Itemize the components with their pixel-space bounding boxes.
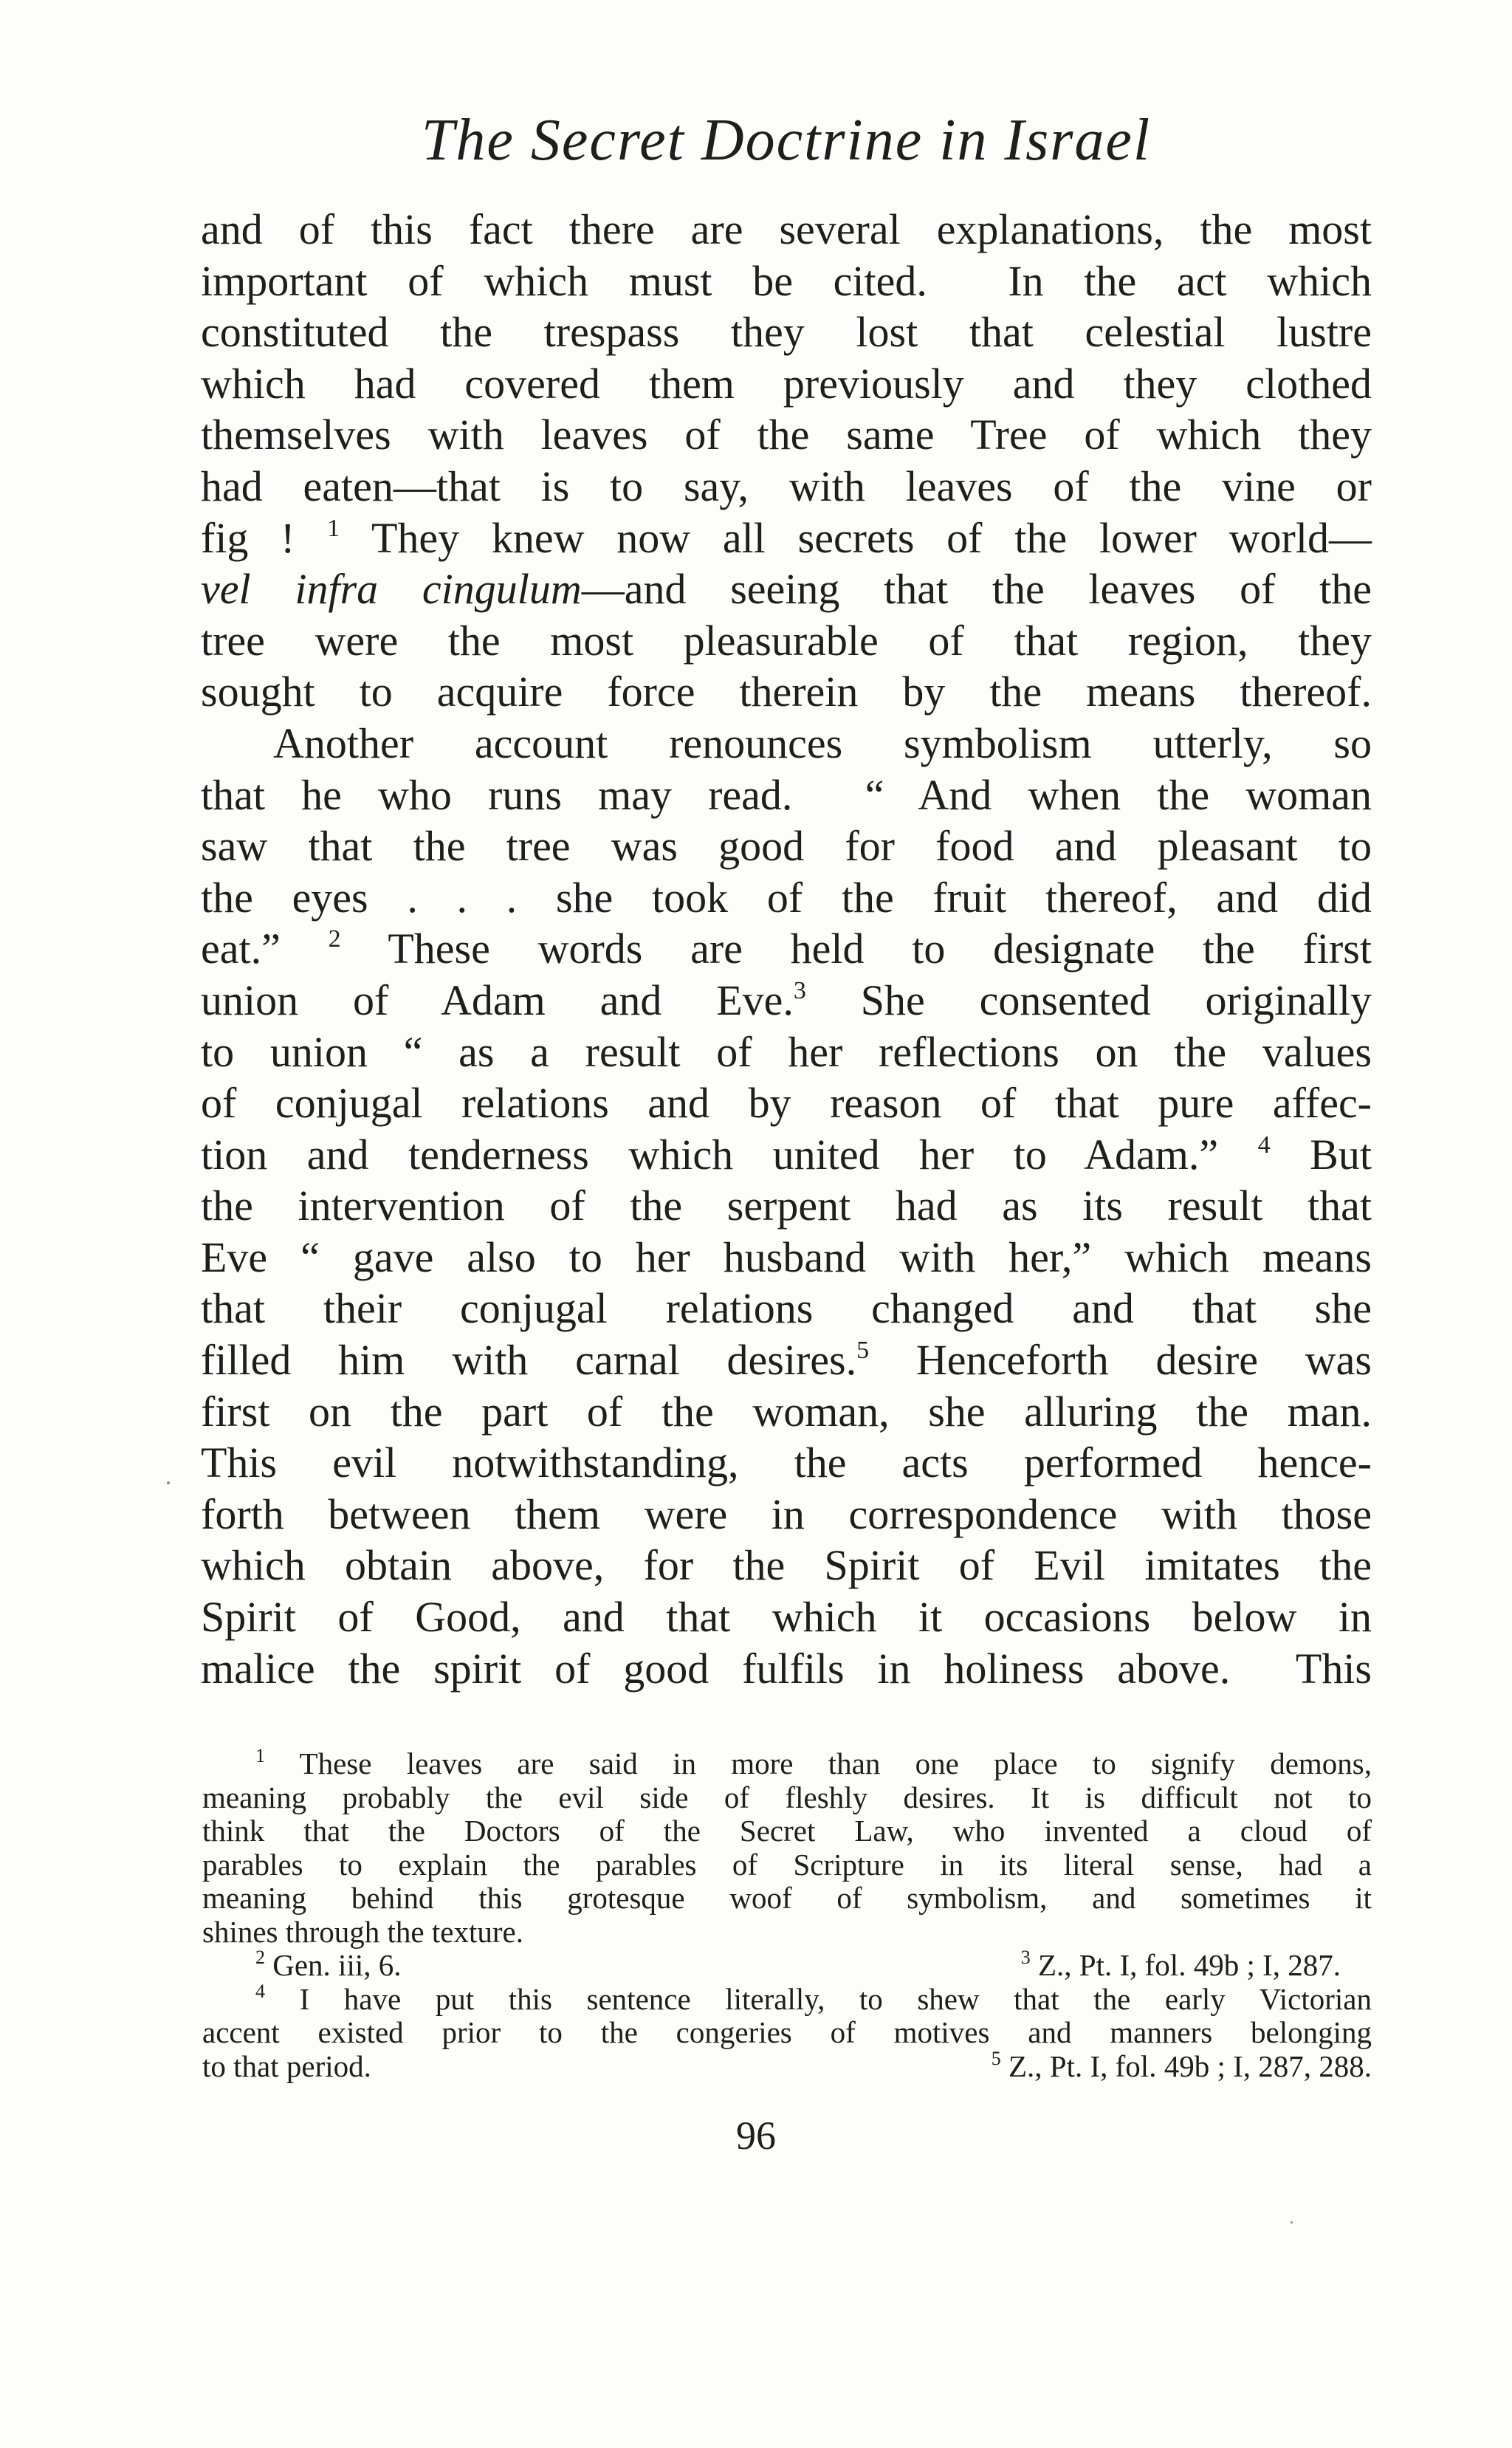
running-head: The Secret Doctrine in Israel <box>421 108 1152 173</box>
footnote-2-mark: 2 <box>255 1947 265 1968</box>
footnote-2-3-line <box>202 1949 1372 1983</box>
body-line <box>201 615 1372 667</box>
paper-speck <box>167 1481 170 1484</box>
text-run: which had covered them previously and they clothed <box>201 359 1372 408</box>
paper-speck <box>1291 2221 1293 2224</box>
footnote-reference: 2 <box>328 925 341 953</box>
text-run: They knew now all secrets of the lower world— <box>340 513 1372 562</box>
footnote-4-mark: 4 <box>255 1980 265 2002</box>
text-run: Eve “ gave also to her husband with her,” which means <box>201 1232 1372 1281</box>
text-run: union of Adam and Eve. <box>201 976 794 1024</box>
text-run: tion and tenderness which united her to Adam.” <box>201 1130 1258 1179</box>
text-run: Spirit of Good, and that which it occasions below in <box>201 1593 1372 1642</box>
footnote-1-line: parables to explain the parables of Scripture in its literal sense, had a <box>202 1847 1372 1882</box>
body-line <box>201 872 1372 924</box>
body-line <box>201 1334 1372 1386</box>
footnote-5-mark: 5 <box>991 2047 1001 2069</box>
footnote-3: $^3$ Z., Pt. I, fol. 49b ; I, 287. <box>1020 1947 1341 1982</box>
footnote-reference: 4 <box>1257 1131 1271 1159</box>
text-run: fig ! <box>201 513 328 562</box>
body-line <box>201 306 1372 358</box>
body-line <box>201 923 1372 975</box>
footnote-4-5-line <box>202 2047 1372 2084</box>
body-line <box>201 256 1372 307</box>
text-run: the eyes . . . she took of the fruit thereof, and did <box>201 873 1372 922</box>
body-line <box>201 1437 1372 1489</box>
text-run: saw that the tree was good for food and pleasant to <box>201 822 1372 871</box>
text-run: She consented originally <box>805 976 1372 1024</box>
footnote-1-mark: 1 <box>255 1745 265 1766</box>
body-line <box>201 666 1372 718</box>
footnote-4-line: accent existed prior to the congeries of motives and manners belonging <box>202 2015 1372 2049</box>
body-line <box>201 769 1372 821</box>
text-run: sought to acquire force therein by the means thereof. <box>201 668 1372 716</box>
text-run: themselves with leaves of the same Tree of which they <box>201 411 1372 459</box>
text-run: filled him with carnal desires. <box>201 1336 857 1385</box>
body-line <box>201 820 1372 872</box>
footnote-1-line: meaning behind this grotesque woof of symbolism, and sometimes it <box>202 1881 1372 1915</box>
footnote-5: $^5$ Z., Pt. I, fol. 49b ; I, 287, 288. <box>991 2047 1372 2083</box>
footnote-1-line: shines through the texture. <box>202 1914 523 1949</box>
body-line <box>201 563 1372 615</box>
body-line <box>201 461 1372 512</box>
body-line <box>201 718 1372 769</box>
text-run: These words are held to designate the first <box>340 925 1372 973</box>
body-line <box>201 1232 1372 1283</box>
text-run: constituted the trespass they lost that celestial lustre <box>201 308 1372 357</box>
text-run: which obtain above, for the Spirit of Evil imitates the <box>201 1541 1372 1590</box>
footnotes <box>202 1747 1372 2083</box>
body-line <box>201 1386 1372 1438</box>
text-run: forth between them were in correspondence with those <box>201 1489 1372 1538</box>
text-run: the intervention of the serpent had as its result that <box>201 1182 1372 1230</box>
body-line <box>201 975 1372 1026</box>
body-line <box>201 1540 1372 1591</box>
body-line <box>201 1129 1372 1181</box>
text-run: that he who runs may read. “ And when the woman <box>201 770 1372 819</box>
page-number: 96 <box>736 2113 776 2158</box>
text-run: But <box>1270 1130 1372 1179</box>
footnote-1-line: $^1$ These leaves are said in more than one place to signify demons, <box>255 1745 1372 1780</box>
footnote-reference: 5 <box>856 1337 870 1365</box>
footnote-3-mark: 3 <box>1020 1947 1031 1968</box>
body-line <box>201 1489 1372 1540</box>
footnote-2: $^2$ Gen. iii, 6. <box>255 1947 402 1982</box>
text-run: that their conjugal relations changed and that she <box>201 1284 1372 1333</box>
text-run: malice the spirit of good fulfils in holiness above. This <box>201 1644 1372 1693</box>
body-line <box>201 512 1372 564</box>
text-run: of conjugal relations and by reason of that pure affec- <box>201 1079 1372 1128</box>
body-line <box>201 1591 1372 1643</box>
text-run: and of this fact there are several explanations, the most <box>201 205 1372 253</box>
body-line <box>201 1283 1372 1334</box>
text-run: —and seeing that the leaves of the <box>581 565 1372 614</box>
footnote-reference: 1 <box>327 514 340 542</box>
body-line <box>201 358 1372 410</box>
text-run: eat.” <box>201 925 329 973</box>
body-text <box>201 204 1372 1694</box>
text-run: important of which must be cited. In the act which <box>201 256 1372 305</box>
footnote-4-line: $^4$ I have put this sentence literally, to shew that the early Victorian <box>255 1980 1372 2016</box>
footnote-reference: 3 <box>793 976 806 1004</box>
body-line <box>201 1026 1372 1078</box>
body-line <box>201 409 1372 461</box>
body-line <box>201 1180 1372 1232</box>
body-line <box>201 204 1372 256</box>
text-run: had eaten—that is to say, with leaves of the vine or <box>201 462 1372 510</box>
italic-phrase: vel infra cingulum <box>201 565 582 614</box>
body-line <box>201 1643 1372 1695</box>
text-run: Another account renounces symbolism utterly, so <box>273 719 1372 767</box>
text-run: Henceforth desire was <box>869 1336 1372 1385</box>
footnote-1-line: think that the Doctors of the Secret Law, who invented a cloud of <box>202 1814 1372 1848</box>
text-run: tree were the most pleasurable of that region, they <box>201 616 1372 665</box>
footnote-1-line: meaning probably the evil side of fleshly desires. It is difficult not to <box>202 1780 1372 1814</box>
footnote-4-line: to that period. <box>202 2048 371 2083</box>
text-run: first on the part of the woman, she alluring the man. <box>201 1387 1372 1436</box>
text-run: to union “ as a result of her reflections on the values <box>201 1027 1372 1076</box>
body-line <box>201 1077 1372 1129</box>
text-run: This evil notwithstanding, the acts performed hence- <box>201 1439 1372 1487</box>
